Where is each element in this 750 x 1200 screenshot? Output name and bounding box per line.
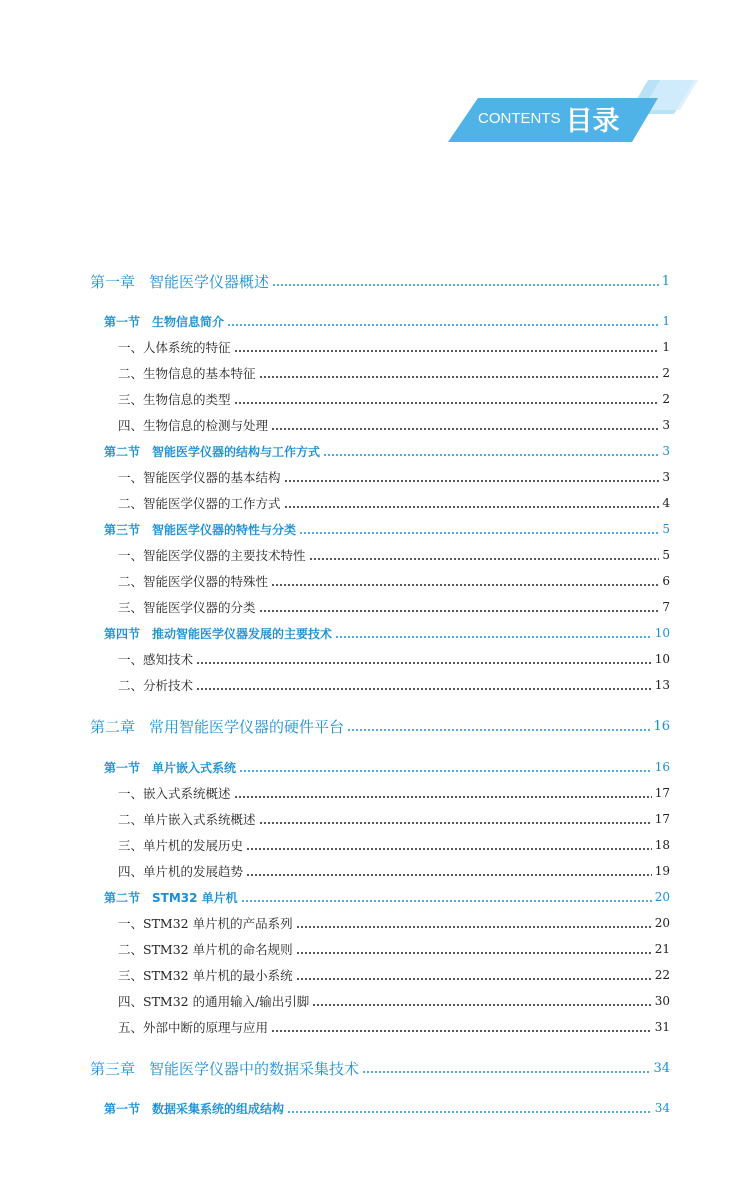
toc-section-row[interactable] xyxy=(104,1098,670,1118)
toc-item-row[interactable] xyxy=(118,467,670,487)
toc-item-row[interactable] xyxy=(118,991,670,1011)
toc-item-row[interactable] xyxy=(118,415,670,435)
toc-item-row[interactable] xyxy=(118,493,670,513)
toc-item-title: 一、感知技术 xyxy=(118,652,194,667)
toc-chapter-title: 智能医学仪器概述 xyxy=(149,272,270,291)
toc-section-number: 第二节 xyxy=(104,444,141,459)
toc-leader-dots xyxy=(196,649,652,669)
toc-leader-dots xyxy=(272,271,659,291)
toc-chapter-row[interactable] xyxy=(90,716,670,736)
toc-section-number: 第二节 xyxy=(104,890,141,905)
toc-leader-dots xyxy=(259,363,660,383)
toc-item-title: 一、智能医学仪器的主要技术特性 xyxy=(118,548,306,563)
toc-leader-dots xyxy=(335,623,652,643)
toc-item-title: 三、智能医学仪器的分类 xyxy=(118,600,256,615)
toc-item-row[interactable] xyxy=(118,389,670,409)
toc-page-number: 3 xyxy=(662,444,670,458)
toc-item-title: 四、STM32 的通用输入/输出引脚 xyxy=(118,994,310,1009)
toc-page-number: 34 xyxy=(653,1060,670,1076)
toc-item-row[interactable] xyxy=(118,861,670,881)
toc-leader-dots xyxy=(271,571,659,591)
toc-page-number: 19 xyxy=(654,864,670,878)
toc-leader-dots xyxy=(296,965,652,985)
toc-leader-dots xyxy=(296,939,652,959)
toc-item-title: 三、单片机的发展历史 xyxy=(118,838,244,853)
toc-page-number: 31 xyxy=(654,1020,670,1034)
toc-item-row[interactable] xyxy=(118,571,670,591)
toc-item-row[interactable] xyxy=(118,545,670,565)
toc-page-number: 30 xyxy=(654,994,670,1008)
toc-page-number: 10 xyxy=(654,652,670,666)
toc-section-title: STM32 单片机 xyxy=(152,890,238,905)
toc-item-row[interactable] xyxy=(118,939,670,959)
toc-item-row[interactable] xyxy=(118,965,670,985)
toc-item-row[interactable] xyxy=(118,597,670,617)
toc-page-number: 16 xyxy=(654,760,670,774)
toc-page-number: 13 xyxy=(654,678,670,692)
toc-page-number: 34 xyxy=(654,1101,670,1115)
toc-page-number: 5 xyxy=(662,548,670,562)
toc-chapter-number: 第一章 xyxy=(90,272,136,291)
toc-item-row[interactable] xyxy=(118,363,670,383)
toc-section-title: 生物信息简介 xyxy=(152,314,225,329)
toc-item-title: 一、STM32 单片机的产品系列 xyxy=(118,916,293,931)
toc-page-number: 2 xyxy=(662,392,670,406)
toc-section-row[interactable] xyxy=(104,623,670,643)
toc-page-number: 1 xyxy=(662,340,670,354)
toc-section-number: 第四节 xyxy=(104,626,141,641)
toc-item-title: 一、人体系统的特征 xyxy=(118,340,231,355)
toc-item-title: 五、外部中断的原理与应用 xyxy=(118,1020,269,1035)
toc-leader-dots xyxy=(227,311,659,331)
toc-item-row[interactable] xyxy=(118,809,670,829)
toc-leader-dots xyxy=(239,757,652,777)
toc-page-number: 10 xyxy=(654,626,670,640)
toc-section-title: 推动智能医学仪器发展的主要技术 xyxy=(152,626,333,641)
toc-section-row[interactable] xyxy=(104,441,670,461)
toc-section-number: 第一节 xyxy=(104,1101,141,1116)
toc-page-number: 20 xyxy=(654,916,670,930)
toc-page-number: 1 xyxy=(662,314,670,328)
toc-item-title: 三、STM32 单片机的最小系统 xyxy=(118,968,293,983)
toc-section-number: 第三节 xyxy=(104,522,141,537)
toc-page-number: 17 xyxy=(654,786,670,800)
toc-page-number: 7 xyxy=(662,600,670,614)
toc-section-number: 第一节 xyxy=(104,760,141,775)
toc-page-number: 20 xyxy=(654,890,670,904)
toc-leader-dots xyxy=(259,597,660,617)
toc-leader-dots xyxy=(246,835,652,855)
toc-section-title: 数据采集系统的组成结构 xyxy=(152,1101,285,1116)
toc-leader-dots xyxy=(299,519,659,539)
toc-leader-dots xyxy=(196,675,652,695)
toc-leader-dots xyxy=(241,887,652,907)
toc-page-number: 6 xyxy=(662,574,670,588)
toc-leader-dots xyxy=(284,493,660,513)
toc-item-row[interactable] xyxy=(118,337,670,357)
toc-item-title: 二、智能医学仪器的工作方式 xyxy=(118,496,281,511)
toc-chapter-number: 第二章 xyxy=(90,717,136,736)
toc-leader-dots xyxy=(287,1098,652,1118)
toc-section-title: 单片嵌入式系统 xyxy=(152,760,237,775)
toc-chapter-row[interactable] xyxy=(90,271,670,291)
toc-page-number: 4 xyxy=(662,496,670,510)
toc-page-number: 3 xyxy=(662,418,670,432)
toc-section-row[interactable] xyxy=(104,757,670,777)
toc-item-row[interactable] xyxy=(118,913,670,933)
toc-title: 目录 xyxy=(565,105,620,137)
toc-leader-dots xyxy=(271,1017,652,1037)
toc-item-title: 四、单片机的发展趋势 xyxy=(118,864,244,879)
toc-leader-dots xyxy=(296,913,652,933)
toc-page-number: 18 xyxy=(654,838,670,852)
toc-page-number: 3 xyxy=(662,470,670,484)
toc-page-number: 2 xyxy=(662,366,670,380)
toc-chapter-row[interactable] xyxy=(90,1058,670,1078)
toc-page-number: 22 xyxy=(654,968,670,982)
toc-page-number: 21 xyxy=(654,942,670,956)
toc-page-number: 1 xyxy=(661,273,670,289)
toc-leader-dots xyxy=(234,389,660,409)
toc-leader-dots xyxy=(312,991,651,1011)
toc-item-title: 二、STM32 单片机的命名规则 xyxy=(118,942,293,957)
toc-page-number: 17 xyxy=(654,812,670,826)
toc-item-title: 二、分析技术 xyxy=(118,678,194,693)
toc-leader-dots xyxy=(323,441,659,461)
toc-leader-dots xyxy=(271,415,659,435)
toc-section-row[interactable] xyxy=(104,519,670,539)
toc-chapter-title: 智能医学仪器中的数据采集技术 xyxy=(149,1059,360,1078)
toc-item-title: 四、生物信息的检测与处理 xyxy=(118,418,269,433)
toc-item-row[interactable] xyxy=(118,1017,670,1037)
toc-leader-dots xyxy=(362,1058,650,1078)
toc-item-title: 二、智能医学仪器的特殊性 xyxy=(118,574,269,589)
toc-leader-dots xyxy=(347,716,650,736)
toc-section-row[interactable] xyxy=(104,311,670,331)
toc-section-row[interactable] xyxy=(104,887,670,907)
toc-chapter-number: 第三章 xyxy=(90,1059,136,1078)
toc-leader-dots xyxy=(246,861,652,881)
contents-label: CONTENTS xyxy=(478,109,561,127)
toc-item-title: 二、单片嵌入式系统概述 xyxy=(118,812,256,827)
toc-page-number: 16 xyxy=(653,718,670,734)
toc-leader-dots xyxy=(234,783,652,803)
toc-leader-dots xyxy=(259,809,652,829)
toc-section-title: 智能医学仪器的特性与分类 xyxy=(152,522,297,537)
toc-item-title: 一、智能医学仪器的基本结构 xyxy=(118,470,281,485)
toc-chapter-title: 常用智能医学仪器的硬件平台 xyxy=(149,717,345,736)
toc-section-number: 第一节 xyxy=(104,314,141,329)
toc-item-title: 一、嵌入式系统概述 xyxy=(118,786,231,801)
toc-section-title: 智能医学仪器的结构与工作方式 xyxy=(152,444,321,459)
toc-item-title: 三、生物信息的类型 xyxy=(118,392,231,407)
toc-leader-dots xyxy=(309,545,660,565)
toc-leader-dots xyxy=(284,467,660,487)
toc-item-row[interactable] xyxy=(118,649,670,669)
toc-item-row[interactable] xyxy=(118,783,670,803)
toc-item-row[interactable] xyxy=(118,835,670,855)
toc-item-title: 二、生物信息的基本特征 xyxy=(118,366,256,381)
toc-leader-dots xyxy=(234,337,660,357)
toc-page-number: 5 xyxy=(662,522,670,536)
toc-item-row[interactable] xyxy=(118,675,670,695)
